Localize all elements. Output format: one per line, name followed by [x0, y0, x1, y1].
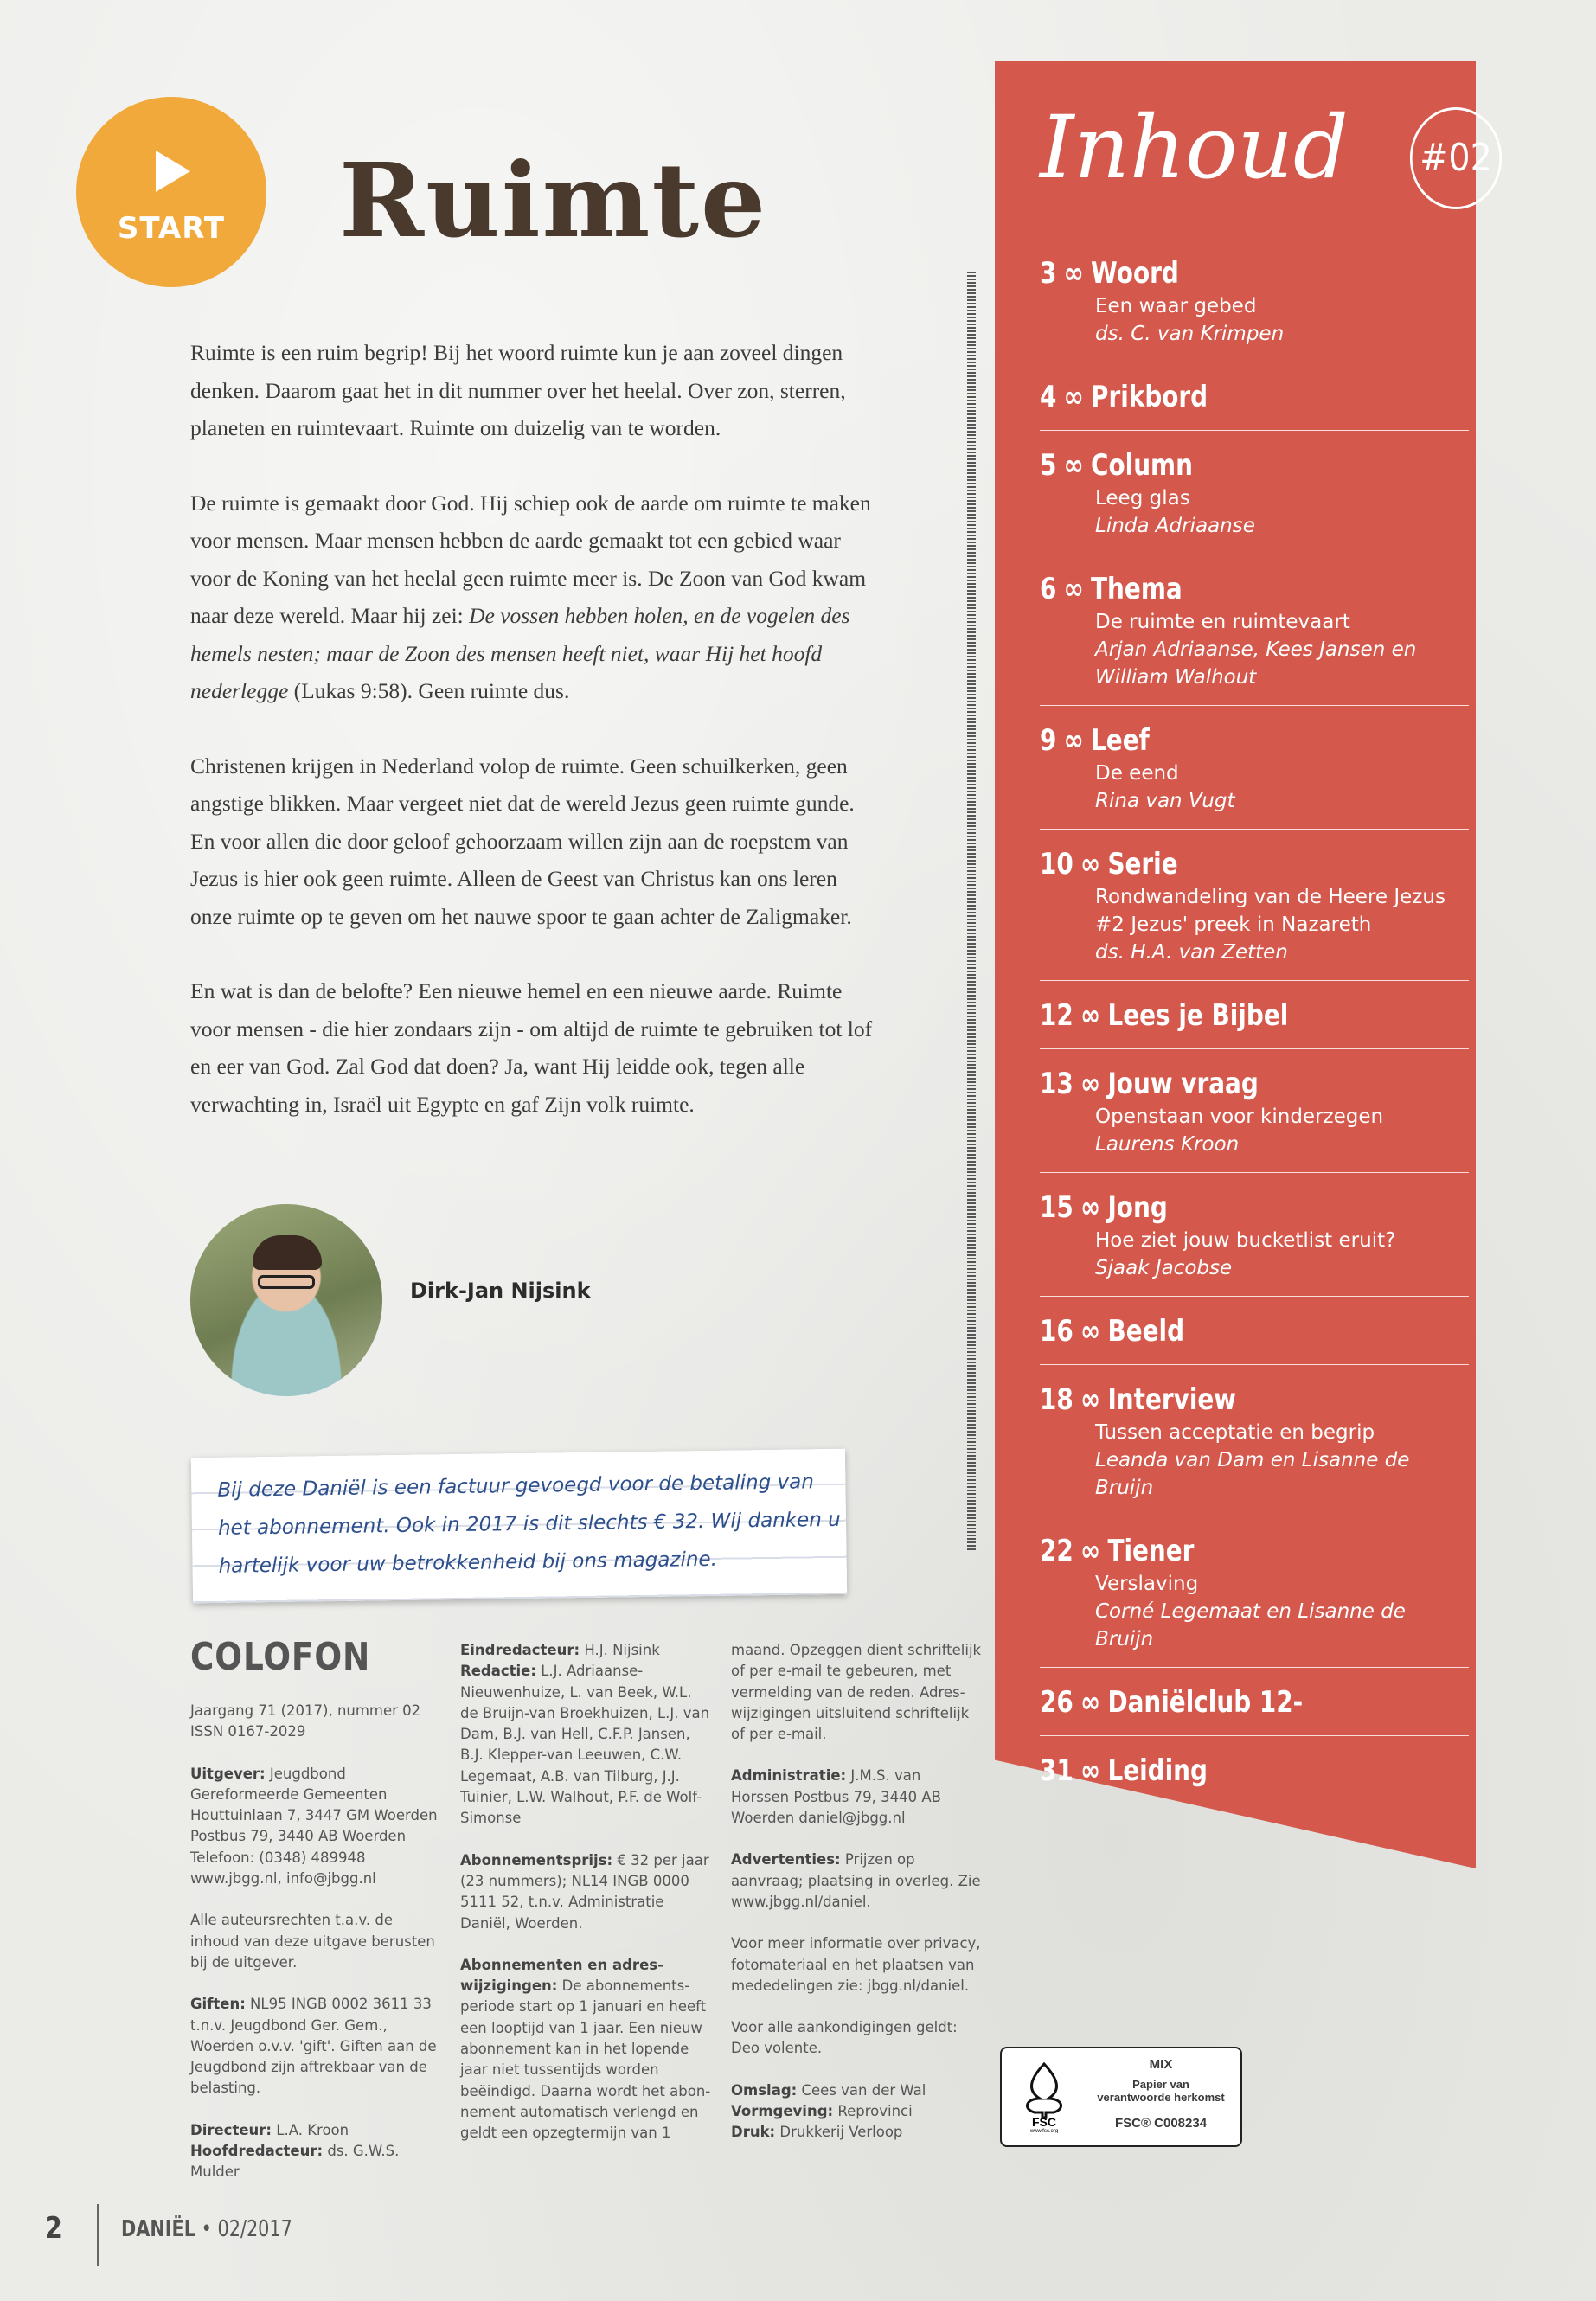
- infinity-icon: ∞: [1080, 1314, 1101, 1349]
- toc-entry-heading: [1040, 254, 1392, 292]
- toc-author: Corné Legemaat en Lisanne de Bruijn: [1095, 1600, 1406, 1650]
- toc-entry: [1040, 1680, 1469, 1736]
- toc-subtitle: Rondwandeling van de Heere Jezus #2 Jezus' preek in Nazareth: [1095, 886, 1445, 936]
- svg-text:www.fsc.org: www.fsc.org: [1029, 2129, 1059, 2133]
- article-paragraph: De ruimte is gemaakt door God. Hij schiep ook de aarde om ruimte te maken voor mensen. Maar mensen hebben de aarde gemaakt tot een gebied waar voor de Koning van het heelal geen ruimte meer is. De Zoon van God kwam naar deze wereld. Maar hij zei: De vossen hebben holen, en de vogelen des hemels nesten; maar de Zoon des mensen heeft niet, waar Hij het hoofd nederlegge (Lukas 9:58). Geen ruimte dus.: [190, 490, 871, 703]
- toc-author: Sjaak Jacobse: [1095, 1257, 1233, 1279]
- start-label: START: [117, 211, 226, 246]
- dotted-divider: [967, 272, 976, 1552]
- invoice-note: [191, 1449, 847, 1604]
- toc-page-number: 15: [1040, 1190, 1074, 1225]
- infinity-icon: ∞: [1080, 1753, 1101, 1788]
- infinity-icon: ∞: [1063, 380, 1084, 414]
- toc-subtitle: Tussen acceptatie en begrip: [1095, 1421, 1375, 1444]
- toc-page-number: 12: [1040, 998, 1074, 1033]
- infinity-icon: ∞: [1063, 448, 1084, 483]
- toc-page-number: 10: [1040, 847, 1074, 881]
- toc-entry-heading: [1040, 997, 1392, 1035]
- toc-subtitle: Een waar gebed: [1095, 295, 1257, 317]
- colofon-column-2: Eindredacteur: H.J. Nijsink Redactie: L.J. Adriaanse-Nieuwenhuize, L. van Beek, W.L. de Bruijn-van Broekhuizen, L.J. van Dam, B.J. van Hell, C.F.P. Jansen, B.J. Klepper-van Leeuwen, C.W. Legemaat, A.B. van Tilburg, J.J. Tuinier, L.W. Walhout, P.F. de Wolf-Simonse Abonnementsprijs: € 32 per jaar (23 nummers); NL14 INGB 0000 5111 52, t.n.v. Administratie Daniël, Woerden. Abonnementen en adres-wijzigingen: De abonnements-periode start op 1 januari en heeft een looptijd van 1 jaar. Een nieuw abonnement kan in het lopende jaar niet tussentijds worden beëindigd. Daarna wordt het abon-nement automatisch verlengd en geldt een opzegtermijn van 1: [460, 1642, 711, 2142]
- article-body: [190, 334, 874, 1160]
- toc-entry-heading: [1040, 378, 1392, 416]
- toc-section-title: Jong: [1107, 1190, 1168, 1225]
- toc-subtitle: Leeg glas: [1095, 487, 1190, 510]
- toc-entry: [1040, 251, 1469, 362]
- toc-entry: [1040, 842, 1469, 981]
- toc-section-title: Lees je Bijbel: [1107, 998, 1289, 1033]
- toc-section-title: Interview: [1107, 1382, 1237, 1417]
- table-of-contents: [1040, 251, 1469, 1816]
- toc-entry: [1040, 993, 1469, 1049]
- colofon-column-3: maand. Opzeggen dient schriftelijk of per e-mail te gebeuren, met vermelding van de reden. Adres-wijzigingen uitsluitend schriftelijk of per e-mail. Administratie: J.M.S. van Horssen Postbus 79, 3440 AB Woerden daniel@jbgg.nl Advertenties: Prijzen op aanvraag; plaatsing in overleg. Zie www.jbgg.nl/daniel. Voor meer informatie over privacy, fotomateriaal en het plaatsen van mededelingen zie: jbgg.nl/daniel. Voor alle aankondigingen geldt: Deo volente. Omslag: Cees van der Wal Vormgeving: Reprovinci Druk: Drukkerij Verloop: [731, 1642, 982, 2141]
- toc-entry-heading: [1040, 1312, 1392, 1350]
- toc-entry-heading: [1040, 1381, 1392, 1419]
- infinity-icon: ∞: [1080, 1190, 1101, 1225]
- article-paragraph: En wat is dan de belofte? Een nieuwe hemel en een nieuwe aarde. Ruimte voor mensen - die hier zondaars zijn - om altijd de ruimte te gebruiken tot lof en eer van God. Zal God dat doen? Ja, want Hij leidde ook, tegen alle verwachting in, Israël uit Egypte en gaf Zijn volk ruimte.: [190, 978, 873, 1117]
- colofon-heading: COLOFON: [190, 1635, 371, 1679]
- toc-section-title: Daniëlclub 12-: [1107, 1685, 1304, 1720]
- play-icon: [152, 147, 194, 195]
- contents-heading: Inhoud: [1040, 97, 1349, 198]
- infinity-icon: ∞: [1080, 1685, 1101, 1720]
- toc-entry: [1040, 1529, 1469, 1668]
- toc-section-title: Column: [1091, 448, 1193, 483]
- infinity-icon: ∞: [1080, 1382, 1101, 1417]
- toc-page-number: 4: [1040, 380, 1057, 414]
- toc-author: Laurens Kroon: [1095, 1133, 1240, 1156]
- invoice-note-text: Bij deze Daniël is een factuur gevoegd voor de betaling van het abonnement. Ook in 2017 is dit slechts € 32. Wij danken u hartelijk voor uw betrokkenheid bij ons magazine.: [217, 1471, 841, 1578]
- toc-entry: [1040, 1061, 1469, 1173]
- toc-entry-heading: [1040, 1189, 1392, 1227]
- toc-page-number: 13: [1040, 1067, 1074, 1101]
- toc-page-number: 31: [1040, 1753, 1074, 1788]
- svg-text:FSC: FSC: [1032, 2115, 1056, 2129]
- start-badge: [76, 97, 266, 287]
- fsc-tree-icon: [1014, 2061, 1074, 2133]
- toc-section-title: Jouw vraag: [1107, 1067, 1259, 1101]
- infinity-icon: ∞: [1063, 256, 1084, 291]
- toc-entry: [1040, 718, 1469, 830]
- toc-section-title: Woord: [1091, 256, 1179, 291]
- toc-entry: [1040, 443, 1469, 554]
- toc-subtitle: Verslaving: [1095, 1573, 1199, 1595]
- page-number: 2: [44, 2211, 62, 2246]
- toc-section-title: Tiener: [1107, 1534, 1195, 1568]
- toc-entry-heading: [1040, 1065, 1392, 1103]
- infinity-icon: ∞: [1063, 723, 1084, 758]
- infinity-icon: ∞: [1080, 1534, 1101, 1568]
- issue-badge: #02: [1410, 107, 1502, 209]
- toc-page-number: 26: [1040, 1685, 1074, 1720]
- toc-section-title: Thema: [1091, 572, 1183, 606]
- toc-entry: [1040, 1377, 1469, 1516]
- author-avatar: [190, 1204, 382, 1396]
- toc-entry-heading: [1040, 1752, 1392, 1790]
- toc-page-number: 6: [1040, 572, 1057, 606]
- toc-page-number: 9: [1040, 723, 1057, 758]
- toc-page-number: 5: [1040, 448, 1057, 483]
- fsc-label: FSC www.fsc.org MIX Papier van verantwoorde herkomst FSC® C008234: [1000, 2047, 1242, 2147]
- infinity-icon: ∞: [1063, 572, 1084, 606]
- toc-author: Linda Adriaanse: [1095, 515, 1255, 537]
- toc-section-title: Prikbord: [1091, 380, 1208, 414]
- toc-page-number: 3: [1040, 256, 1057, 291]
- toc-entry: [1040, 1185, 1469, 1297]
- toc-section-title: Leiding: [1107, 1753, 1208, 1788]
- toc-page-number: 18: [1040, 1382, 1074, 1417]
- toc-entry-heading: [1040, 1532, 1392, 1570]
- toc-section-title: Leef: [1091, 723, 1150, 758]
- infinity-icon: ∞: [1080, 1067, 1101, 1101]
- author-name: Dirk-Jan Nijsink: [410, 1279, 591, 1303]
- toc-author: Rina van Vugt: [1095, 790, 1235, 812]
- toc-page-number: 16: [1040, 1314, 1074, 1349]
- toc-entry: [1040, 567, 1469, 706]
- toc-author: ds. C. van Krimpen: [1095, 323, 1285, 345]
- page-title: Ruimte: [339, 140, 768, 260]
- toc-subtitle: De ruimte en ruimtevaart: [1095, 611, 1350, 633]
- toc-subtitle: De eend: [1095, 762, 1179, 785]
- toc-entry-heading: [1040, 1683, 1392, 1721]
- toc-entry-heading: [1040, 446, 1392, 484]
- toc-author: Leanda van Dam en Lisanne de Bruijn: [1095, 1449, 1410, 1499]
- toc-entry-heading: [1040, 845, 1392, 883]
- toc-entry: [1040, 1309, 1469, 1365]
- article-paragraph: Ruimte is een ruim begrip! Bij het woord ruimte kun je aan zoveel dingen denken. Daarom gaat het in dit nummer over het heelal. Over zon, sterren, planeten en ruimtevaart. Ruimte om duizelig van te worden.: [190, 340, 846, 440]
- toc-subtitle: Hoe ziet jouw bucketlist eruit?: [1095, 1229, 1396, 1252]
- toc-entry: [1040, 375, 1469, 431]
- footer-divider: [97, 2204, 99, 2266]
- article-paragraph: Christenen krijgen in Nederland volop de ruimte. Geen schuilkerken, geen angstige blikken. Maar vergeet niet dat de wereld Jezus geen ruimte gunde. En voor allen die door geloof gehoorzaam willen zijn aan de roepstem van Jezus is hier ook geen ruimte. Alleen de Geest van Christus kan ons leren onze ruimte op te geven om het nauwe spoor te gaan achter de Zaligmaker.: [190, 753, 855, 929]
- toc-entry: [1040, 1748, 1469, 1804]
- toc-section-title: Serie: [1107, 847, 1178, 881]
- toc-author: ds. H.A. van Zetten: [1095, 941, 1288, 964]
- toc-entry-heading: [1040, 570, 1392, 608]
- toc-entry-heading: [1040, 721, 1392, 760]
- toc-page-number: 22: [1040, 1534, 1074, 1568]
- magazine-footer: DANIËL • 02/2017: [121, 2216, 292, 2242]
- infinity-icon: ∞: [1080, 998, 1101, 1033]
- colofon-column-1: Jaargang 71 (2017), nummer 02 ISSN 0167-2029 Uitgever: Jeugdbond Gereformeerde Gemeenten Houttuinlaan 7, 3447 GM Woerden Postbus 79, 3440 AB Woerden Telefoon: (0348) 489948 www.jbgg.nl, info@jbgg.nl Alle auteursrechten t.a.v. de inhoud van deze uitgave berusten bij de uitgever. Giften: NL95 INGB 0002 3611 33 t.n.v. Jeugdbond Ger. Gem., Woerden o.v.v. 'gift'. Giften aan de Jeugdbond zijn aftrekbaar van de belasting. Directeur: L.A. Kroon Hoofdredacteur: ds. G.W.S. Mulder: [190, 1702, 438, 2181]
- toc-section-title: Beeld: [1107, 1314, 1185, 1349]
- bible-quote: De vossen hebben holen, en de vogelen des hemels nesten; maar de Zoon des mensen heeft niet, waar Hij het hoofd nederlegge: [190, 603, 850, 703]
- toc-subtitle: Openstaan voor kinderzegen: [1095, 1106, 1384, 1128]
- infinity-icon: ∞: [1080, 847, 1101, 881]
- toc-author: Arjan Adriaanse, Kees Jansen en William Walhout: [1095, 638, 1417, 689]
